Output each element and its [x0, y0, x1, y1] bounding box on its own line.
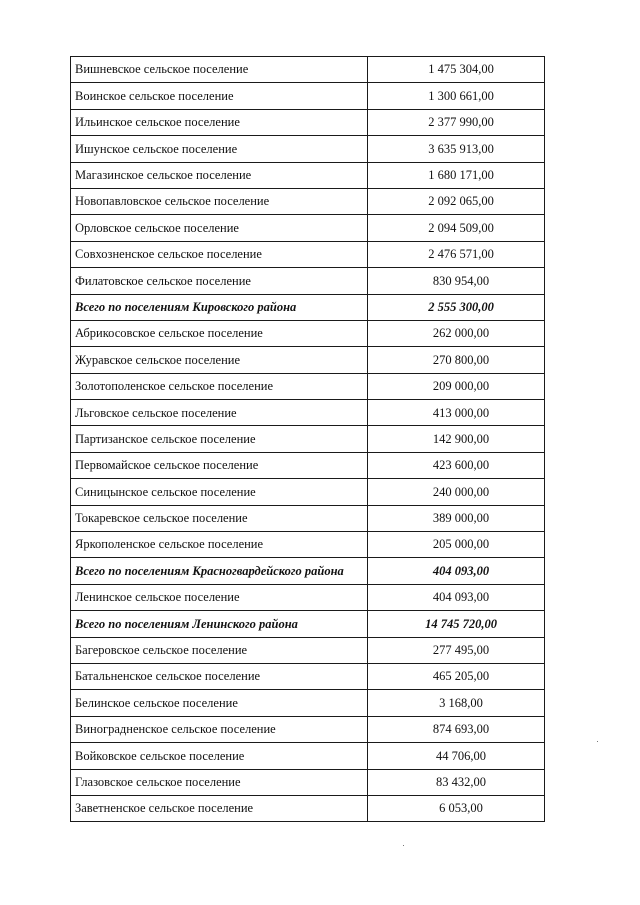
table-row: [71, 83, 545, 109]
settlement-name: Багеровское сельское поселение: [71, 637, 368, 663]
settlement-name: Филатовское сельское поселение: [71, 268, 368, 294]
district-total-label: Всего по поселениям Красногвардейского района: [71, 558, 368, 584]
settlement-name: Первомайское сельское поселение: [71, 452, 368, 478]
scan-speck: [403, 845, 404, 846]
table-row: [71, 532, 545, 558]
settlement-name: Глазовское сельское поселение: [71, 769, 368, 795]
table-row: [71, 373, 545, 399]
settlement-amount: 6 053,00: [368, 795, 545, 821]
settlement-amount: 3 168,00: [368, 690, 545, 716]
settlement-amount: 205 000,00: [368, 532, 545, 558]
settlement-amount: 404 093,00: [368, 584, 545, 610]
settlement-name: Магазинское сельское поселение: [71, 162, 368, 188]
table-row: [71, 795, 545, 821]
scan-speck: [597, 741, 598, 742]
settlement-name: Журавское сельское поселение: [71, 347, 368, 373]
settlement-name: Ленинское сельское поселение: [71, 584, 368, 610]
settlement-amount: 2 476 571,00: [368, 241, 545, 267]
table-row: [71, 690, 545, 716]
settlement-amount: 2 092 065,00: [368, 188, 545, 214]
settlement-name: Воинское сельское поселение: [71, 83, 368, 109]
settlement-name: Заветненское сельское поселение: [71, 795, 368, 821]
table-total-row: [71, 558, 545, 584]
table-row: [71, 136, 545, 162]
settlement-amount: 1 680 171,00: [368, 162, 545, 188]
district-total-amount: 14 745 720,00: [368, 611, 545, 637]
settlement-name: Батальненское сельское поселение: [71, 663, 368, 689]
settlement-name: Яркополенское сельское поселение: [71, 532, 368, 558]
settlement-amount: 270 800,00: [368, 347, 545, 373]
settlement-amount: 83 432,00: [368, 769, 545, 795]
settlement-name: Войковское сельское поселение: [71, 743, 368, 769]
settlement-amount: 44 706,00: [368, 743, 545, 769]
settlement-amount: 423 600,00: [368, 452, 545, 478]
allocation-table-body: [71, 57, 545, 822]
table-row: [71, 57, 545, 83]
table-row: [71, 637, 545, 663]
allocation-table: [70, 56, 545, 822]
table-row: [71, 426, 545, 452]
district-total-label: Всего по поселениям Ленинского района: [71, 611, 368, 637]
settlement-amount: 277 495,00: [368, 637, 545, 663]
table-row: [71, 584, 545, 610]
settlement-name: Синицынское сельское поселение: [71, 479, 368, 505]
settlement-name: Льговское сельское поселение: [71, 400, 368, 426]
table-total-row: [71, 611, 545, 637]
table-row: [71, 769, 545, 795]
settlement-amount: 1 475 304,00: [368, 57, 545, 83]
table-row: [71, 109, 545, 135]
settlement-amount: 2 377 990,00: [368, 109, 545, 135]
settlement-amount: 830 954,00: [368, 268, 545, 294]
settlement-amount: 2 094 509,00: [368, 215, 545, 241]
district-total-amount: 2 555 300,00: [368, 294, 545, 320]
settlement-amount: 240 000,00: [368, 479, 545, 505]
settlement-amount: 389 000,00: [368, 505, 545, 531]
settlement-amount: 142 900,00: [368, 426, 545, 452]
settlement-name: Вишневское сельское поселение: [71, 57, 368, 83]
table-row: [71, 505, 545, 531]
table-row: [71, 241, 545, 267]
settlement-amount: 3 635 913,00: [368, 136, 545, 162]
settlement-name: Орловское сельское поселение: [71, 215, 368, 241]
settlement-name: Партизанское сельское поселение: [71, 426, 368, 452]
settlement-amount: 262 000,00: [368, 320, 545, 346]
district-total-amount: 404 093,00: [368, 558, 545, 584]
settlement-name: Абрикосовское сельское поселение: [71, 320, 368, 346]
settlement-amount: 465 205,00: [368, 663, 545, 689]
table-row: [71, 663, 545, 689]
settlement-name: Виноградненское сельское поселение: [71, 716, 368, 742]
settlement-amount: 209 000,00: [368, 373, 545, 399]
table-row: [71, 320, 545, 346]
table-row: [71, 268, 545, 294]
settlement-name: Новопавловское сельское поселение: [71, 188, 368, 214]
settlement-amount: 413 000,00: [368, 400, 545, 426]
settlement-name: Совхозненское сельское поселение: [71, 241, 368, 267]
table-row: [71, 347, 545, 373]
table-total-row: [71, 294, 545, 320]
settlement-name: Белинское сельское поселение: [71, 690, 368, 716]
table-row: [71, 215, 545, 241]
table-row: [71, 452, 545, 478]
table-row: [71, 479, 545, 505]
table-row: [71, 743, 545, 769]
table-row: [71, 400, 545, 426]
table-row: [71, 716, 545, 742]
settlement-name: Токаревское сельское поселение: [71, 505, 368, 531]
settlement-name: Золотополенское сельское поселение: [71, 373, 368, 399]
table-row: [71, 162, 545, 188]
table-row: [71, 188, 545, 214]
settlement-amount: 1 300 661,00: [368, 83, 545, 109]
district-total-label: Всего по поселениям Кировского района: [71, 294, 368, 320]
settlement-name: Ишунское сельское поселение: [71, 136, 368, 162]
settlement-amount: 874 693,00: [368, 716, 545, 742]
settlement-name: Ильинское сельское поселение: [71, 109, 368, 135]
